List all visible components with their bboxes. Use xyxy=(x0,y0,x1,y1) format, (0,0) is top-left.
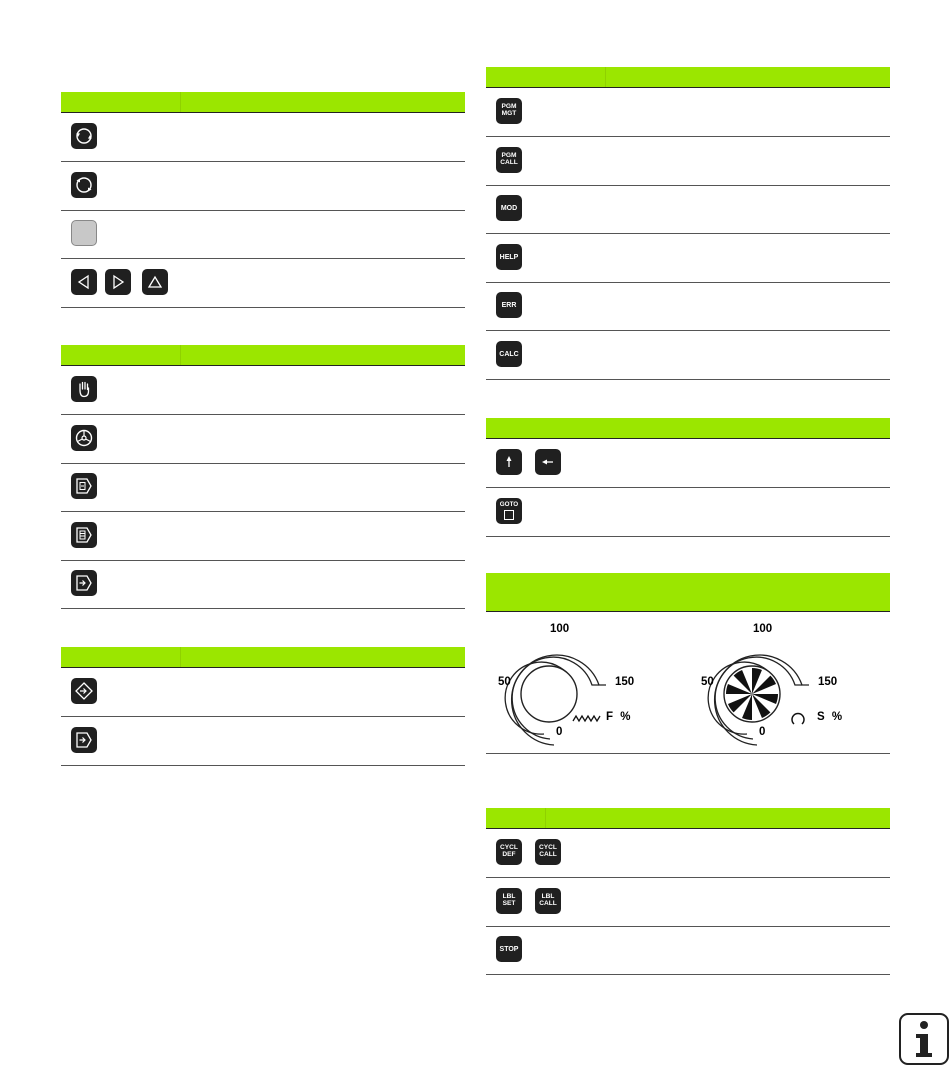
table-header xyxy=(486,573,890,612)
cursor-left-icon[interactable] xyxy=(535,449,561,475)
feed-tick-0: 0 xyxy=(556,726,563,738)
table-row xyxy=(61,259,465,308)
table-header xyxy=(61,92,465,113)
goto-label: GOTO xyxy=(499,500,519,508)
navigation-keys-table xyxy=(486,418,890,538)
table-row xyxy=(61,162,465,211)
lbl-call-key[interactable]: LBL CALL xyxy=(535,888,561,914)
goto-box-icon xyxy=(504,510,514,520)
mod-key[interactable]: MOD xyxy=(496,195,522,221)
handwheel-icon[interactable] xyxy=(71,425,97,451)
stop-key[interactable]: STOP xyxy=(496,936,522,962)
spindle-tick-50: 50 xyxy=(701,676,714,688)
spindle-tick-100: 100 xyxy=(753,623,773,635)
goto-key[interactable] xyxy=(496,498,522,524)
table-header xyxy=(486,808,890,829)
softkey-button[interactable] xyxy=(71,220,97,246)
table-row xyxy=(486,185,890,234)
table-row xyxy=(486,926,890,975)
table-row xyxy=(61,560,465,609)
table-header xyxy=(486,67,890,88)
machine-modes-table xyxy=(61,345,465,610)
table-row xyxy=(61,463,465,512)
table-row xyxy=(486,137,890,186)
arrow-up-icon[interactable] xyxy=(142,269,168,295)
table-header xyxy=(486,418,890,439)
help-key[interactable]: HELP xyxy=(496,244,522,270)
pgm-mgt-key[interactable]: PGM MGT xyxy=(496,98,522,124)
program-edit-icon[interactable] xyxy=(71,678,97,704)
table-row xyxy=(486,331,890,380)
spindle-override-label: S % xyxy=(817,711,843,723)
arrow-right-icon[interactable] xyxy=(105,269,131,295)
cycles-table xyxy=(486,808,890,978)
table-header xyxy=(61,647,465,668)
positioning-icon[interactable] xyxy=(71,570,97,596)
table-header xyxy=(61,345,465,366)
table-row xyxy=(486,488,890,537)
table-row xyxy=(61,210,465,259)
programming-modes-table xyxy=(61,647,465,767)
table-row xyxy=(486,234,890,283)
table-row xyxy=(61,113,465,162)
program-management-table xyxy=(486,67,890,381)
lbl-set-key[interactable]: LBL SET xyxy=(496,888,522,914)
info-icon xyxy=(899,1013,949,1065)
arrow-left-icon[interactable] xyxy=(71,269,97,295)
table-row xyxy=(486,88,890,137)
feed-tick-50: 50 xyxy=(498,676,511,688)
err-key[interactable]: ERR xyxy=(496,292,522,318)
rotate-ccw-icon[interactable] xyxy=(71,172,97,198)
table-row xyxy=(486,439,890,488)
hand-icon[interactable] xyxy=(71,376,97,402)
feed-tick-150: 150 xyxy=(615,676,635,688)
feed-tick-100: 100 xyxy=(550,623,570,635)
spindle-tick-150: 150 xyxy=(818,676,838,688)
execute-single-block-icon[interactable] xyxy=(71,473,97,499)
table-row xyxy=(61,366,465,415)
test-run-icon[interactable] xyxy=(71,727,97,753)
calc-key[interactable]: CALC xyxy=(496,341,522,367)
table-row xyxy=(61,415,465,464)
cursor-up-icon[interactable] xyxy=(496,449,522,475)
screen-switch-table xyxy=(61,92,465,308)
rotate-cw-icon[interactable] xyxy=(71,123,97,149)
table-row xyxy=(486,613,890,754)
table-row xyxy=(61,668,465,717)
table-row xyxy=(486,829,890,878)
override-dials-table xyxy=(486,573,890,754)
pgm-call-key[interactable]: PGM CALL xyxy=(496,147,522,173)
execute-full-icon[interactable] xyxy=(71,522,97,548)
table-row xyxy=(61,512,465,561)
cycl-def-key[interactable]: CYCL DEF xyxy=(496,839,522,865)
cycl-call-key[interactable]: CYCL CALL xyxy=(535,839,561,865)
table-row xyxy=(61,717,465,766)
table-row xyxy=(486,878,890,927)
spindle-tick-0: 0 xyxy=(759,726,766,738)
feed-override-label: F % xyxy=(606,711,631,723)
table-row xyxy=(486,282,890,331)
